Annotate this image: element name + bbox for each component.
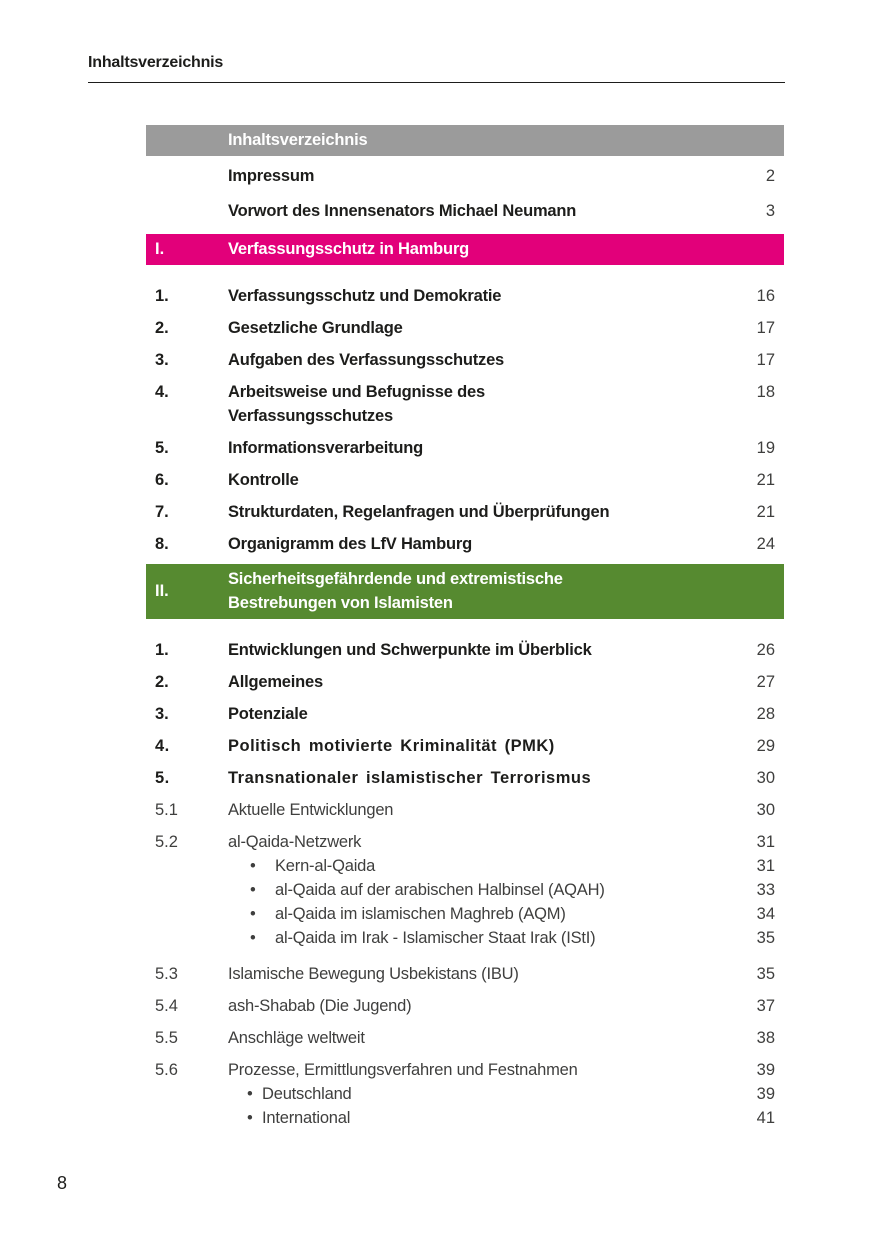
sub-item-title: Kern-al-Qaida — [275, 857, 376, 875]
entry-number: 4. — [155, 737, 170, 755]
toc-row — [146, 468, 784, 492]
entry-page-number: 17 — [756, 351, 775, 369]
entry-page-number: 29 — [756, 737, 775, 755]
footer-page-number: 8 — [57, 1173, 68, 1193]
entry-number: 5.2 — [155, 833, 178, 851]
toc-row — [146, 532, 784, 556]
sub-item-page-number: 31 — [756, 857, 775, 875]
entry-number: 8. — [155, 535, 169, 553]
toc-section — [146, 234, 784, 556]
toc-row — [146, 1026, 784, 1050]
toc-row — [146, 380, 784, 428]
sub-item — [146, 1082, 784, 1106]
sub-item-page-number: 33 — [756, 881, 775, 899]
section-number: I. — [155, 239, 165, 258]
toc-row — [146, 284, 784, 308]
sub-item-list — [146, 854, 784, 950]
section-number: II. — [155, 581, 169, 600]
bullet-icon: • — [250, 929, 256, 947]
toc-row — [146, 164, 784, 188]
entry-title: Potenziale — [228, 705, 308, 723]
entry-title: Politisch motivierte Kriminalität (PMK) — [228, 737, 555, 755]
bullet-icon: • — [250, 857, 256, 875]
entry-title: ash-Shabab (Die Jugend) — [228, 997, 412, 1015]
entry-title-line: Arbeitsweise und Befugnisse des — [228, 383, 485, 401]
toc-row — [146, 500, 784, 524]
entry-page-number: 39 — [756, 1061, 775, 1079]
entry-page-number: 31 — [756, 833, 775, 851]
bullet-icon: • — [247, 1085, 253, 1103]
bullet-icon: • — [250, 881, 256, 899]
sub-item-page-number: 34 — [756, 905, 775, 923]
toc-row — [146, 798, 784, 822]
entry-page-number: 27 — [756, 673, 775, 691]
sub-item — [146, 878, 784, 902]
toc-row — [146, 734, 784, 758]
toc-row — [146, 199, 784, 223]
header-rule — [88, 82, 785, 83]
entry-number: 5.4 — [155, 997, 178, 1015]
sub-item-list — [146, 1082, 784, 1130]
entry-number: 6. — [155, 471, 169, 489]
entry-page-number: 28 — [756, 705, 775, 723]
entry-page-number: 17 — [756, 319, 775, 337]
entry-title: Kontrolle — [228, 471, 299, 489]
toc-row — [146, 962, 784, 986]
entry-page-number: 3 — [765, 202, 775, 220]
entry-number: 5. — [155, 769, 170, 787]
sub-item — [146, 926, 784, 950]
entry-title — [228, 380, 731, 428]
toc-row — [146, 670, 784, 694]
entry-number: 3. — [155, 705, 169, 723]
entry-title-line: Verfassungsschutzes — [228, 407, 393, 425]
toc-row — [146, 1058, 784, 1082]
entry-title: Allgemeines — [228, 673, 324, 691]
entry-title: Anschläge weltweit — [228, 1029, 365, 1047]
sub-item — [146, 902, 784, 926]
section-header-bar — [146, 234, 784, 265]
section-title: Inhaltsverzeichnis — [228, 131, 368, 149]
entry-title: Strukturdaten, Regelanfragen und Überprüfungen — [228, 503, 610, 521]
toc-row — [146, 638, 784, 662]
sub-item-title: al-Qaida im Irak - Islamischer Staat Irak (IStI) — [275, 929, 596, 947]
entry-page-number: 38 — [756, 1029, 775, 1047]
entry-page-number: 30 — [756, 769, 775, 787]
sub-item-title: al-Qaida auf der arabischen Halbinsel (AQAH) — [275, 881, 605, 899]
entry-page-number: 37 — [756, 997, 775, 1015]
toc-section — [146, 125, 784, 223]
sub-item-page-number: 41 — [756, 1109, 775, 1127]
entry-page-number: 18 — [756, 383, 775, 401]
toc-row — [146, 994, 784, 1018]
entry-page-number: 35 — [756, 965, 775, 983]
entry-title: Transnationaler islamistischer Terrorismus — [228, 769, 592, 787]
entry-page-number: 24 — [756, 535, 775, 553]
entry-title: Prozesse, Ermittlungsverfahren und Festnahmen — [228, 1061, 578, 1079]
sub-item-title: al-Qaida im islamischen Maghreb (AQM) — [275, 905, 566, 923]
entry-number: 2. — [155, 319, 169, 337]
toc — [146, 125, 784, 1142]
toc-row — [146, 702, 784, 726]
section-title: Verfassungsschutz in Hamburg — [228, 240, 470, 258]
entry-page-number: 19 — [756, 439, 775, 457]
entry-title: Gesetzliche Grundlage — [228, 319, 403, 337]
entry-page-number: 21 — [756, 503, 775, 521]
entry-number: 5. — [155, 439, 169, 457]
sub-item-page-number: 35 — [756, 929, 775, 947]
entry-page-number: 30 — [756, 801, 775, 819]
entry-number: 1. — [155, 641, 169, 659]
entry-number: 1. — [155, 287, 169, 305]
bullet-icon: • — [250, 905, 256, 923]
sub-item — [146, 1106, 784, 1130]
toc-section — [146, 564, 784, 1130]
entry-number: 2. — [155, 673, 169, 691]
section-title — [228, 567, 775, 615]
toc-row — [146, 436, 784, 460]
section-header-bar — [146, 564, 784, 619]
toc-row — [146, 830, 784, 854]
entry-title: Verfassungsschutz und Demokratie — [228, 287, 502, 305]
entry-number: 5.6 — [155, 1061, 178, 1079]
entry-number: 4. — [155, 383, 169, 401]
entry-page-number: 21 — [756, 471, 775, 489]
sub-item-title: Deutschland — [262, 1085, 352, 1103]
entry-title: Aufgaben des Verfassungsschutzes — [228, 351, 505, 369]
section-title-line: Sicherheitsgefährdende und extremistische — [228, 570, 563, 588]
entry-number: 7. — [155, 503, 169, 521]
entry-page-number: 16 — [756, 287, 775, 305]
toc-row — [146, 348, 784, 372]
entry-title: Islamische Bewegung Usbekistans (IBU) — [228, 965, 519, 983]
entry-title: Aktuelle Entwicklungen — [228, 801, 394, 819]
entry-title: Impressum — [228, 167, 315, 185]
entry-title: Vorwort des Innensenators Michael Neumann — [228, 202, 577, 220]
bullet-icon: • — [247, 1109, 253, 1127]
section-title-line: Bestrebungen von Islamisten — [228, 594, 453, 612]
running-head: Inhaltsverzeichnis — [88, 54, 224, 71]
toc-row — [146, 766, 784, 790]
toc-row — [146, 316, 784, 340]
entry-title: al-Qaida-Netzwerk — [228, 833, 362, 851]
sub-item-page-number: 39 — [756, 1085, 775, 1103]
entry-number: 5.5 — [155, 1029, 178, 1047]
entry-number: 5.1 — [155, 801, 178, 819]
entry-number: 5.3 — [155, 965, 178, 983]
entry-title: Informationsverarbeitung — [228, 439, 424, 457]
entry-title: Entwicklungen und Schwerpunkte im Überblick — [228, 641, 592, 659]
entry-page-number: 2 — [765, 167, 775, 185]
entry-number: 3. — [155, 351, 169, 369]
entry-page-number: 26 — [756, 641, 775, 659]
entry-title: Organigramm des LfV Hamburg — [228, 535, 472, 553]
section-header-bar — [146, 125, 784, 156]
sub-item-title: International — [262, 1109, 351, 1127]
sub-item — [146, 854, 784, 878]
